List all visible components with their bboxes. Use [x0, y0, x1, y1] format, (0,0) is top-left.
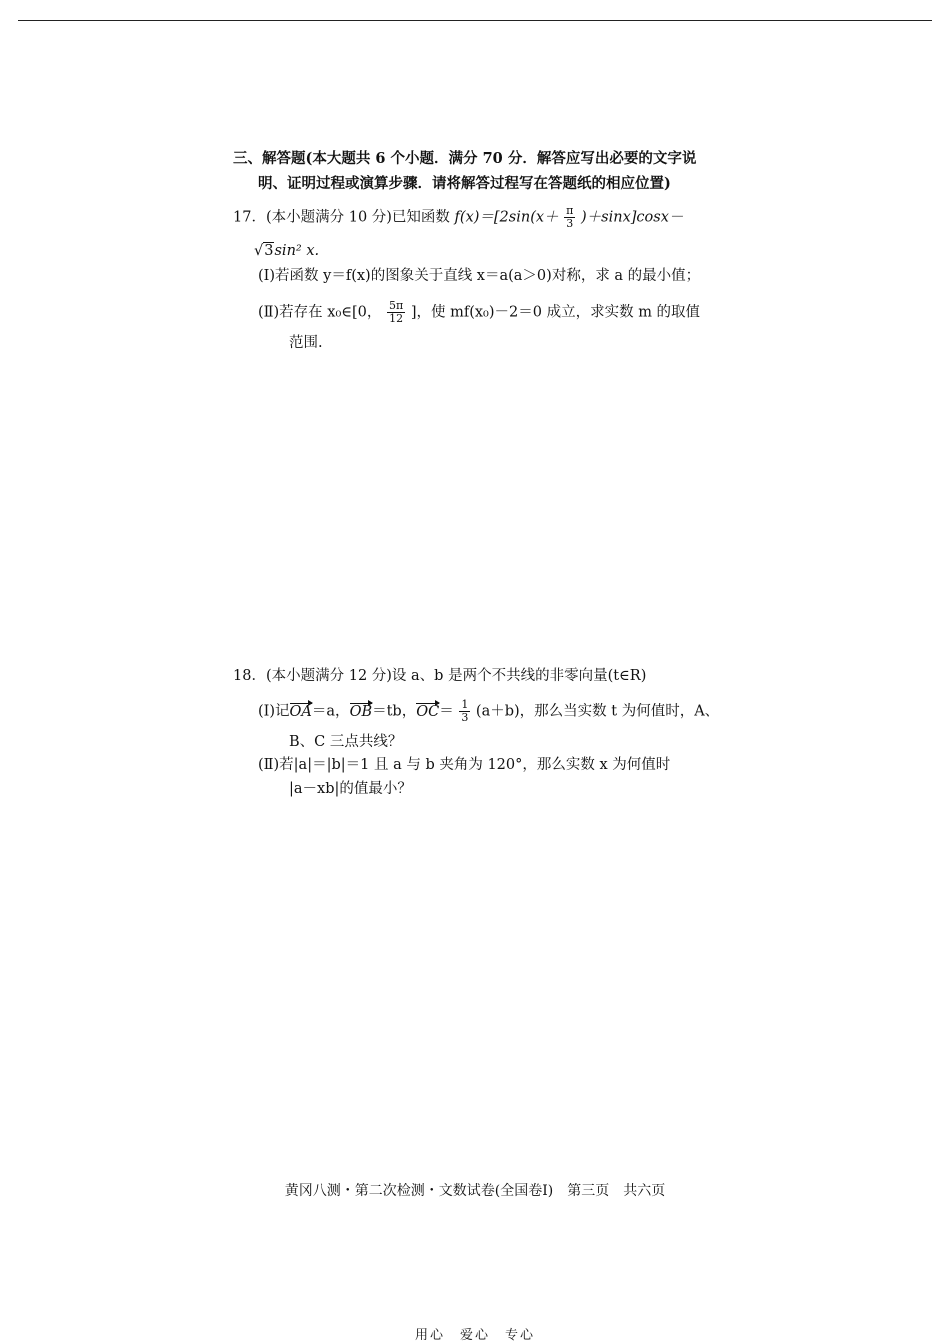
q17-part1: (Ⅰ)若函数 y＝f(x)的图象关于直线 x＝a(a＞0)对称，求 a 的最小值； — [258, 268, 701, 284]
q18-part1-line1 — [258, 699, 719, 724]
q18-vec-oc: OC — [416, 703, 440, 720]
q17-line2 — [254, 241, 319, 261]
q18-frac-num: 1 — [461, 698, 469, 711]
q18-p1-pre: (Ⅰ)记 — [258, 703, 290, 720]
top-rule — [18, 20, 932, 21]
q17-expr-a: f(x)＝[2sin(x＋ — [454, 209, 559, 226]
q18-p1-tail: (a＋b)，那么当实数 t 为何值时，A、 — [475, 703, 720, 720]
q17-frac2-den: 12 — [389, 312, 404, 325]
q18-part2-line2: |a－xb|的值最小？ — [289, 781, 412, 797]
q17-sqrt-coef: 3 — [264, 243, 274, 259]
q17-sqrt: √3 — [254, 243, 274, 259]
q17-part2-b: ]，使 mf(x₀)－2＝0 成立，求实数 m 的取值 — [410, 304, 701, 321]
q18-part1-line2: B、C 三点共线？ — [289, 734, 403, 750]
q17-line1 — [233, 205, 683, 230]
q18-head: 18．(本小题满分 12 分)设 a、b 是两个不共线的非零向量(t∈R) — [233, 668, 647, 684]
q17-frac-5pi-12 — [387, 300, 405, 325]
q17-line2-tail: sin² x. — [274, 243, 320, 259]
section-heading-line2: 明、证明过程或演算步骤．请将解答过程写在答题纸的相应位置) — [258, 175, 671, 192]
q18-vec-ob: OB — [349, 703, 373, 720]
q18-p1-m3: ＝ — [439, 703, 454, 720]
q18-p1-m2: ＝tb， — [372, 703, 417, 720]
q18-frac-1-3 — [459, 699, 470, 724]
q17-frac-pi-3 — [564, 205, 575, 230]
q17-frac2-num: 5π — [389, 299, 404, 312]
bottom-note: 用心 爱心 专心 — [414, 1328, 535, 1343]
q18-vec-oa: OA — [289, 703, 312, 720]
q17-head: 17．(本小题满分 10 分)已知函数 — [233, 209, 455, 226]
q17-frac1-num: π — [566, 204, 574, 217]
q17-part2-line1 — [258, 300, 700, 325]
q18-frac-den: 3 — [461, 711, 469, 724]
q17-expr-b: )＋sinx]cosx－ — [581, 209, 684, 226]
page-footer: 黄冈八测・第二次检测・文数试卷(全国卷Ⅰ) 第三页 共六页 — [284, 1183, 666, 1199]
q17-frac1-den: 3 — [566, 217, 574, 230]
section-heading-line1: 三、解答题(本大题共 6 个小题．满分 70 分．解答应写出必要的文字说 — [233, 150, 697, 167]
q18-p1-m1: ＝a， — [311, 703, 350, 720]
q17-part2-line2: 范围. — [289, 335, 323, 351]
q17-part2-a: (Ⅱ)若存在 x₀∈[0， — [258, 304, 382, 321]
q18-part2-line1: (Ⅱ)若|a|＝|b|＝1 且 a 与 b 夹角为 120°，那么实数 x 为何值时 — [258, 757, 671, 773]
